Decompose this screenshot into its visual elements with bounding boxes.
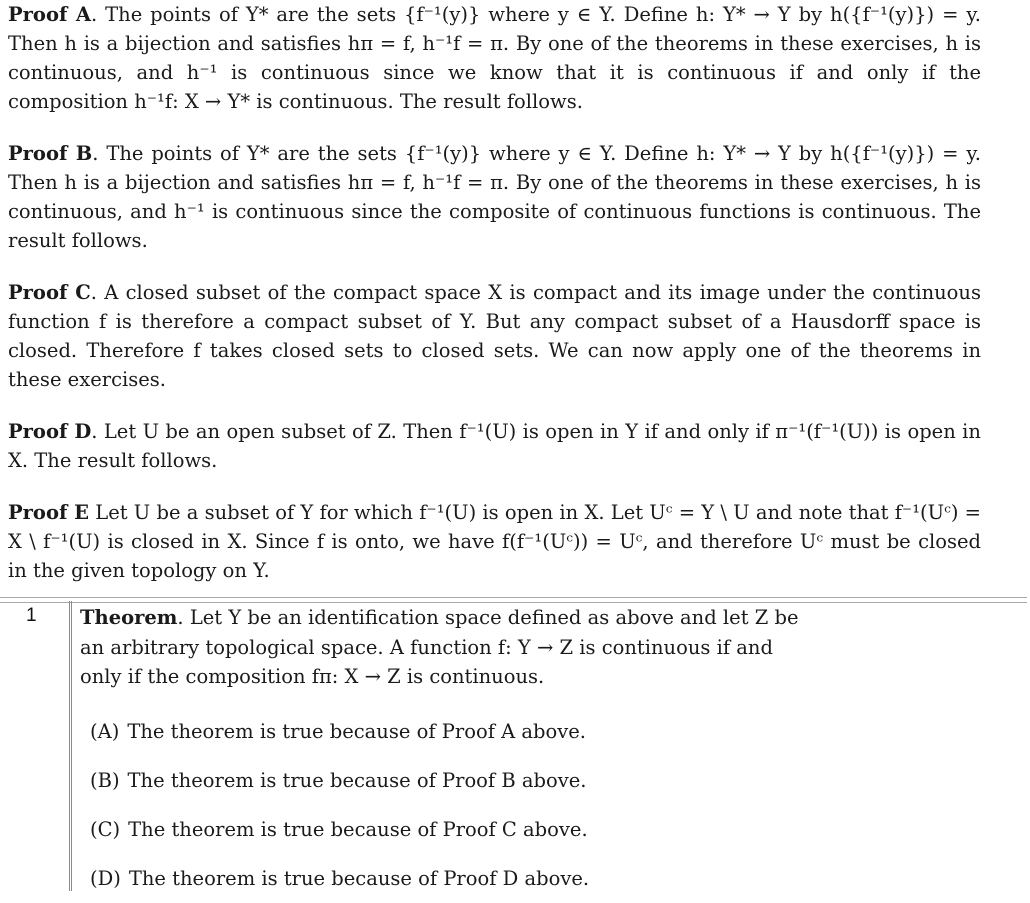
proof-label: Proof D [8,420,92,443]
proof-text: . A closed subset of the compact space X is compact and its image under the continuous function f is therefore a compact subset of Y. But any compact subset of a Hausdorff space is closed. Therefore f takes closed sets to closed sets. We can now apply one of the theorems in these exercises. [8,281,981,391]
answer-options [90,707,589,903]
option-text: The theorem is true because of Proof C above. [128,818,588,841]
option-text: The theorem is true because of Proof D above. [128,867,590,890]
proof-c [8,278,981,394]
theorem-statement [80,603,800,692]
option-text: The theorem is true because of Proof A above. [127,720,586,743]
option-b[interactable] [90,756,589,805]
option-text: The theorem is true because of Proof B above. [127,769,587,792]
proof-a [8,0,981,116]
proof-label: Proof C [8,281,91,304]
option-letter: (B) [90,769,120,792]
option-letter: (C) [90,818,121,841]
proof-text: Let U be a subset of Y for which f⁻¹(U) is open in X. Let Uᶜ = Y \ U and note that f⁻¹(Uᶜ) = X \ f⁻¹(U) is closed in X. Since f is onto, we have f(f⁻¹(Uᶜ)) = Uᶜ, and therefore Uᶜ must be closed in the given topology on Y. [8,501,981,582]
proof-label: Proof B [8,142,93,165]
theorem-label: Theorem [80,606,178,629]
option-letter: (D) [90,867,121,890]
proof-text: . The points of Y* are the sets {f⁻¹(y)} where y ∈ Y. Define h: Y* → Y by h({f⁻¹(y)}) = y. Then h is a bijection and satisfies hπ = f, h⁻¹f = π. By one of the theorems in these exercises, h is continuous, and h⁻¹ is continuous since we know that it is continuous if and only if the composition h⁻¹f: X → Y* is continuous. The result follows. [8,3,981,113]
proof-label: Proof A [8,3,91,26]
proof-text: . Let U be an open subset of Z. Then f⁻¹(U) is open in Y if and only if π⁻¹(f⁻¹(U)) is open in X. The result follows. [8,420,981,472]
question-number: 1 [26,605,37,626]
option-c[interactable] [90,805,589,854]
proof-e [8,498,981,585]
option-a[interactable] [90,707,589,756]
proof-text: . The points of Y* are the sets {f⁻¹(y)} where y ∈ Y. Define h: Y* → Y by h({f⁻¹(y)}) = y. Then h is a bijection and satisfies hπ = f, h⁻¹f = π. By one of the theorems in these exercises, h is continuous, and h⁻¹ is continuous since the composite of continuous functions is continuous. The result follows. [8,142,981,252]
proof-d [8,417,981,475]
proof-b [8,139,981,255]
theorem-text: . Let Y be an identification space defined as above and let Z be an arbitrary topological space. A function f: Y → Z is continuous if and only if the composition fπ: X → Z is continuous. [80,606,799,688]
option-d[interactable] [90,854,589,903]
proof-label: Proof E [8,501,90,524]
option-letter: (A) [90,720,120,743]
